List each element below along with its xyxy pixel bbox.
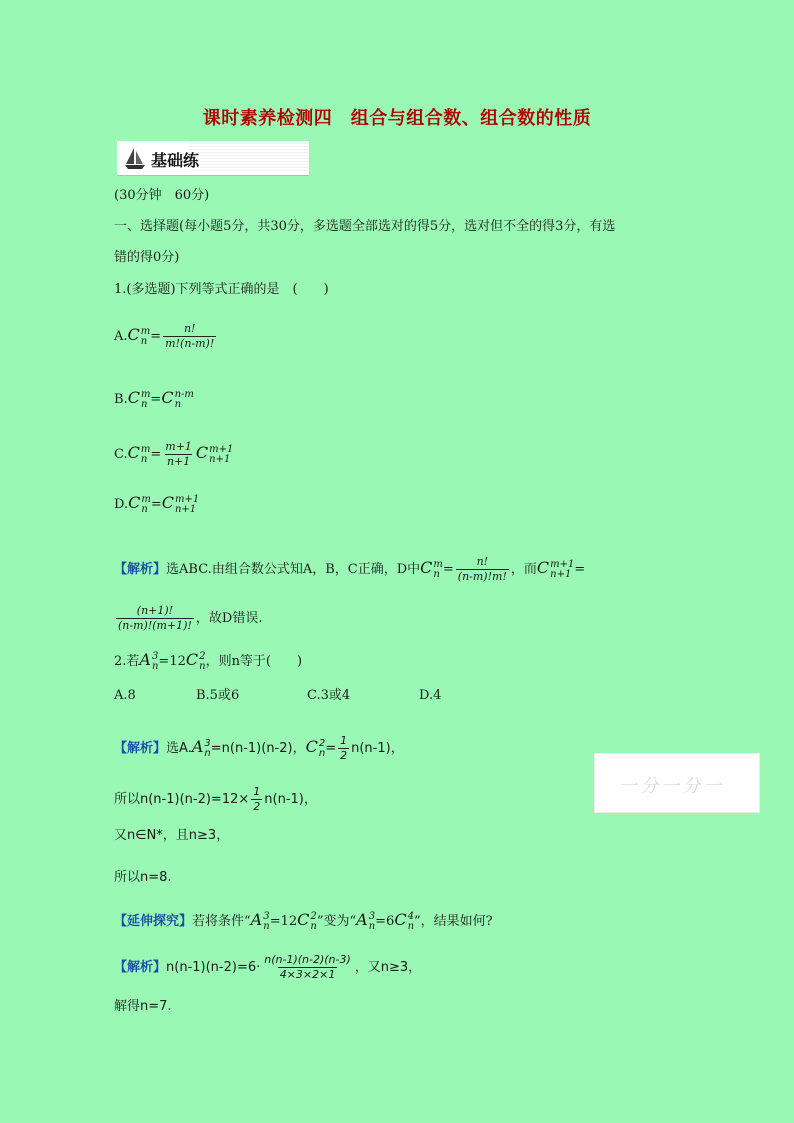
option-label: B.	[114, 392, 128, 407]
extension-tag: 【延伸探究】	[114, 914, 193, 929]
section-instructions-line2: 错的得0分)	[114, 250, 180, 265]
extension-text: ”变为“	[316, 914, 357, 929]
question-1-analysis: 【解析】选ABC.由组合数公式知A，B，C正确，D中C m n = $\frac{n!}{(n-m)!m!}$ ，而C m+1 n+1 =	[114, 555, 586, 583]
extension-text: =6	[375, 914, 395, 929]
analysis-text: ，故D错误.	[195, 611, 263, 626]
question-2-analysis-line2	[114, 785, 317, 814]
fraction-denominator: (n-m)!m!	[457, 570, 507, 583]
question-1-stem: 1.(多选题)下列等式正确的是 ( )	[114, 282, 329, 297]
question-2-option-b: B.5或6	[196, 688, 240, 703]
fraction-numerator: n!	[476, 555, 489, 568]
analysis-text: 选A.	[166, 741, 192, 756]
analysis-tag: 【解析】	[114, 562, 167, 577]
option-label: C.	[114, 447, 128, 462]
document-title: 课时素养检测四 组合与组合数、组合数的性质	[202, 108, 592, 129]
fraction-numerator: (n+1)!	[136, 604, 174, 617]
fraction-numerator: 1	[253, 785, 261, 798]
option-1a: A.C m n = $\frac{n!}{m!(n-m)!}$	[114, 322, 215, 350]
question-2-analysis: 【解析】选A.A 3 n =n(n-1)(n-2)，C 2 n = $\frac{1}{2}$ n(n-1)，	[114, 734, 404, 762]
fraction-denominator: m!(n-m)!	[165, 337, 215, 350]
analysis-text: n(n-1)(n-2)=6·	[166, 960, 261, 975]
option-1d: D.C m n =C m+1 n+1	[114, 493, 200, 515]
time-info: (30分钟 60分)	[114, 188, 210, 203]
fraction-denominator: 2	[253, 800, 261, 813]
stamp-text: 一分一分一	[619, 776, 724, 797]
question-2-analysis-line4: 所以n=8.	[114, 870, 172, 885]
stem-text: 2.若	[114, 654, 140, 669]
section-instructions-line1: 一、选择题(每小题5分，共30分，多选题全部选对的得5分，选对但不全的得3分，有选	[114, 219, 616, 234]
analysis-text: n(n-1)，	[351, 741, 404, 756]
option-label: A.	[114, 329, 128, 344]
question-2-option-a: A.8	[114, 688, 136, 703]
fraction-denominator: 4×3×2×1	[279, 968, 336, 981]
extension-text: ”，结果如何?	[414, 914, 493, 929]
analysis-text: =	[574, 562, 586, 577]
fraction-numerator: 1	[340, 734, 348, 747]
fraction-numerator: n(n-1)(n-2)(n-3)	[264, 953, 351, 966]
fraction-denominator: (n-m)!(m+1)!	[118, 619, 192, 632]
option-1b: B.C m n =C n-m n	[114, 388, 194, 410]
extension-analysis	[114, 953, 421, 982]
stem-text: =12	[158, 654, 186, 669]
stamp-watermark	[594, 753, 760, 813]
option-1c: C.C m n = $\frac{m+1}{n+1}$ C m+1 n+1	[114, 440, 234, 468]
fraction-denominator: 2	[340, 749, 348, 762]
sailboat-icon	[123, 146, 147, 170]
banner-stripes	[189, 143, 309, 173]
question-1-analysis-cont	[114, 604, 262, 633]
question-2-analysis-line3: 又n∈N*，且n≥3，	[114, 828, 230, 843]
extension-text: 若将条件“	[192, 914, 251, 929]
fraction-numerator: n!	[183, 322, 196, 335]
question-2-stem: 2.若A 3 n =12C 2 n ，则n等于( )	[114, 650, 303, 672]
analysis-text: ，又n≥3，	[354, 960, 422, 975]
extension-question: 【延伸探究】若将条件“A 3 n =12C 2 n ”变为“A 3 n =6C 4 n ”，结果如何?	[114, 910, 493, 932]
analysis-tag: 【解析】	[114, 960, 167, 975]
extension-text: =12	[269, 914, 298, 929]
stem-text: ，则n等于( )	[205, 654, 303, 669]
question-2-option-c: C.3或4	[307, 688, 351, 703]
analysis-text: ，而	[510, 562, 537, 577]
analysis-tag: 【解析】	[114, 741, 167, 756]
extension-result: 解得n=7.	[114, 999, 172, 1014]
analysis-text: 所以n(n-1)(n-2)=12×	[114, 792, 250, 807]
fraction-denominator: n+1	[166, 455, 191, 468]
analysis-text: n(n-1)，	[264, 792, 317, 807]
fraction-numerator: m+1	[165, 440, 192, 453]
analysis-text: 选ABC.由组合数公式知A，B，C正确，D中	[166, 562, 421, 577]
analysis-text: =n(n-1)(n-2)，	[210, 741, 306, 756]
analysis-text: =	[325, 741, 337, 756]
section-banner	[117, 141, 309, 176]
question-2-option-d: D.4	[419, 688, 442, 703]
banner-label: 基础练	[151, 151, 200, 170]
option-label: D.	[114, 497, 129, 512]
